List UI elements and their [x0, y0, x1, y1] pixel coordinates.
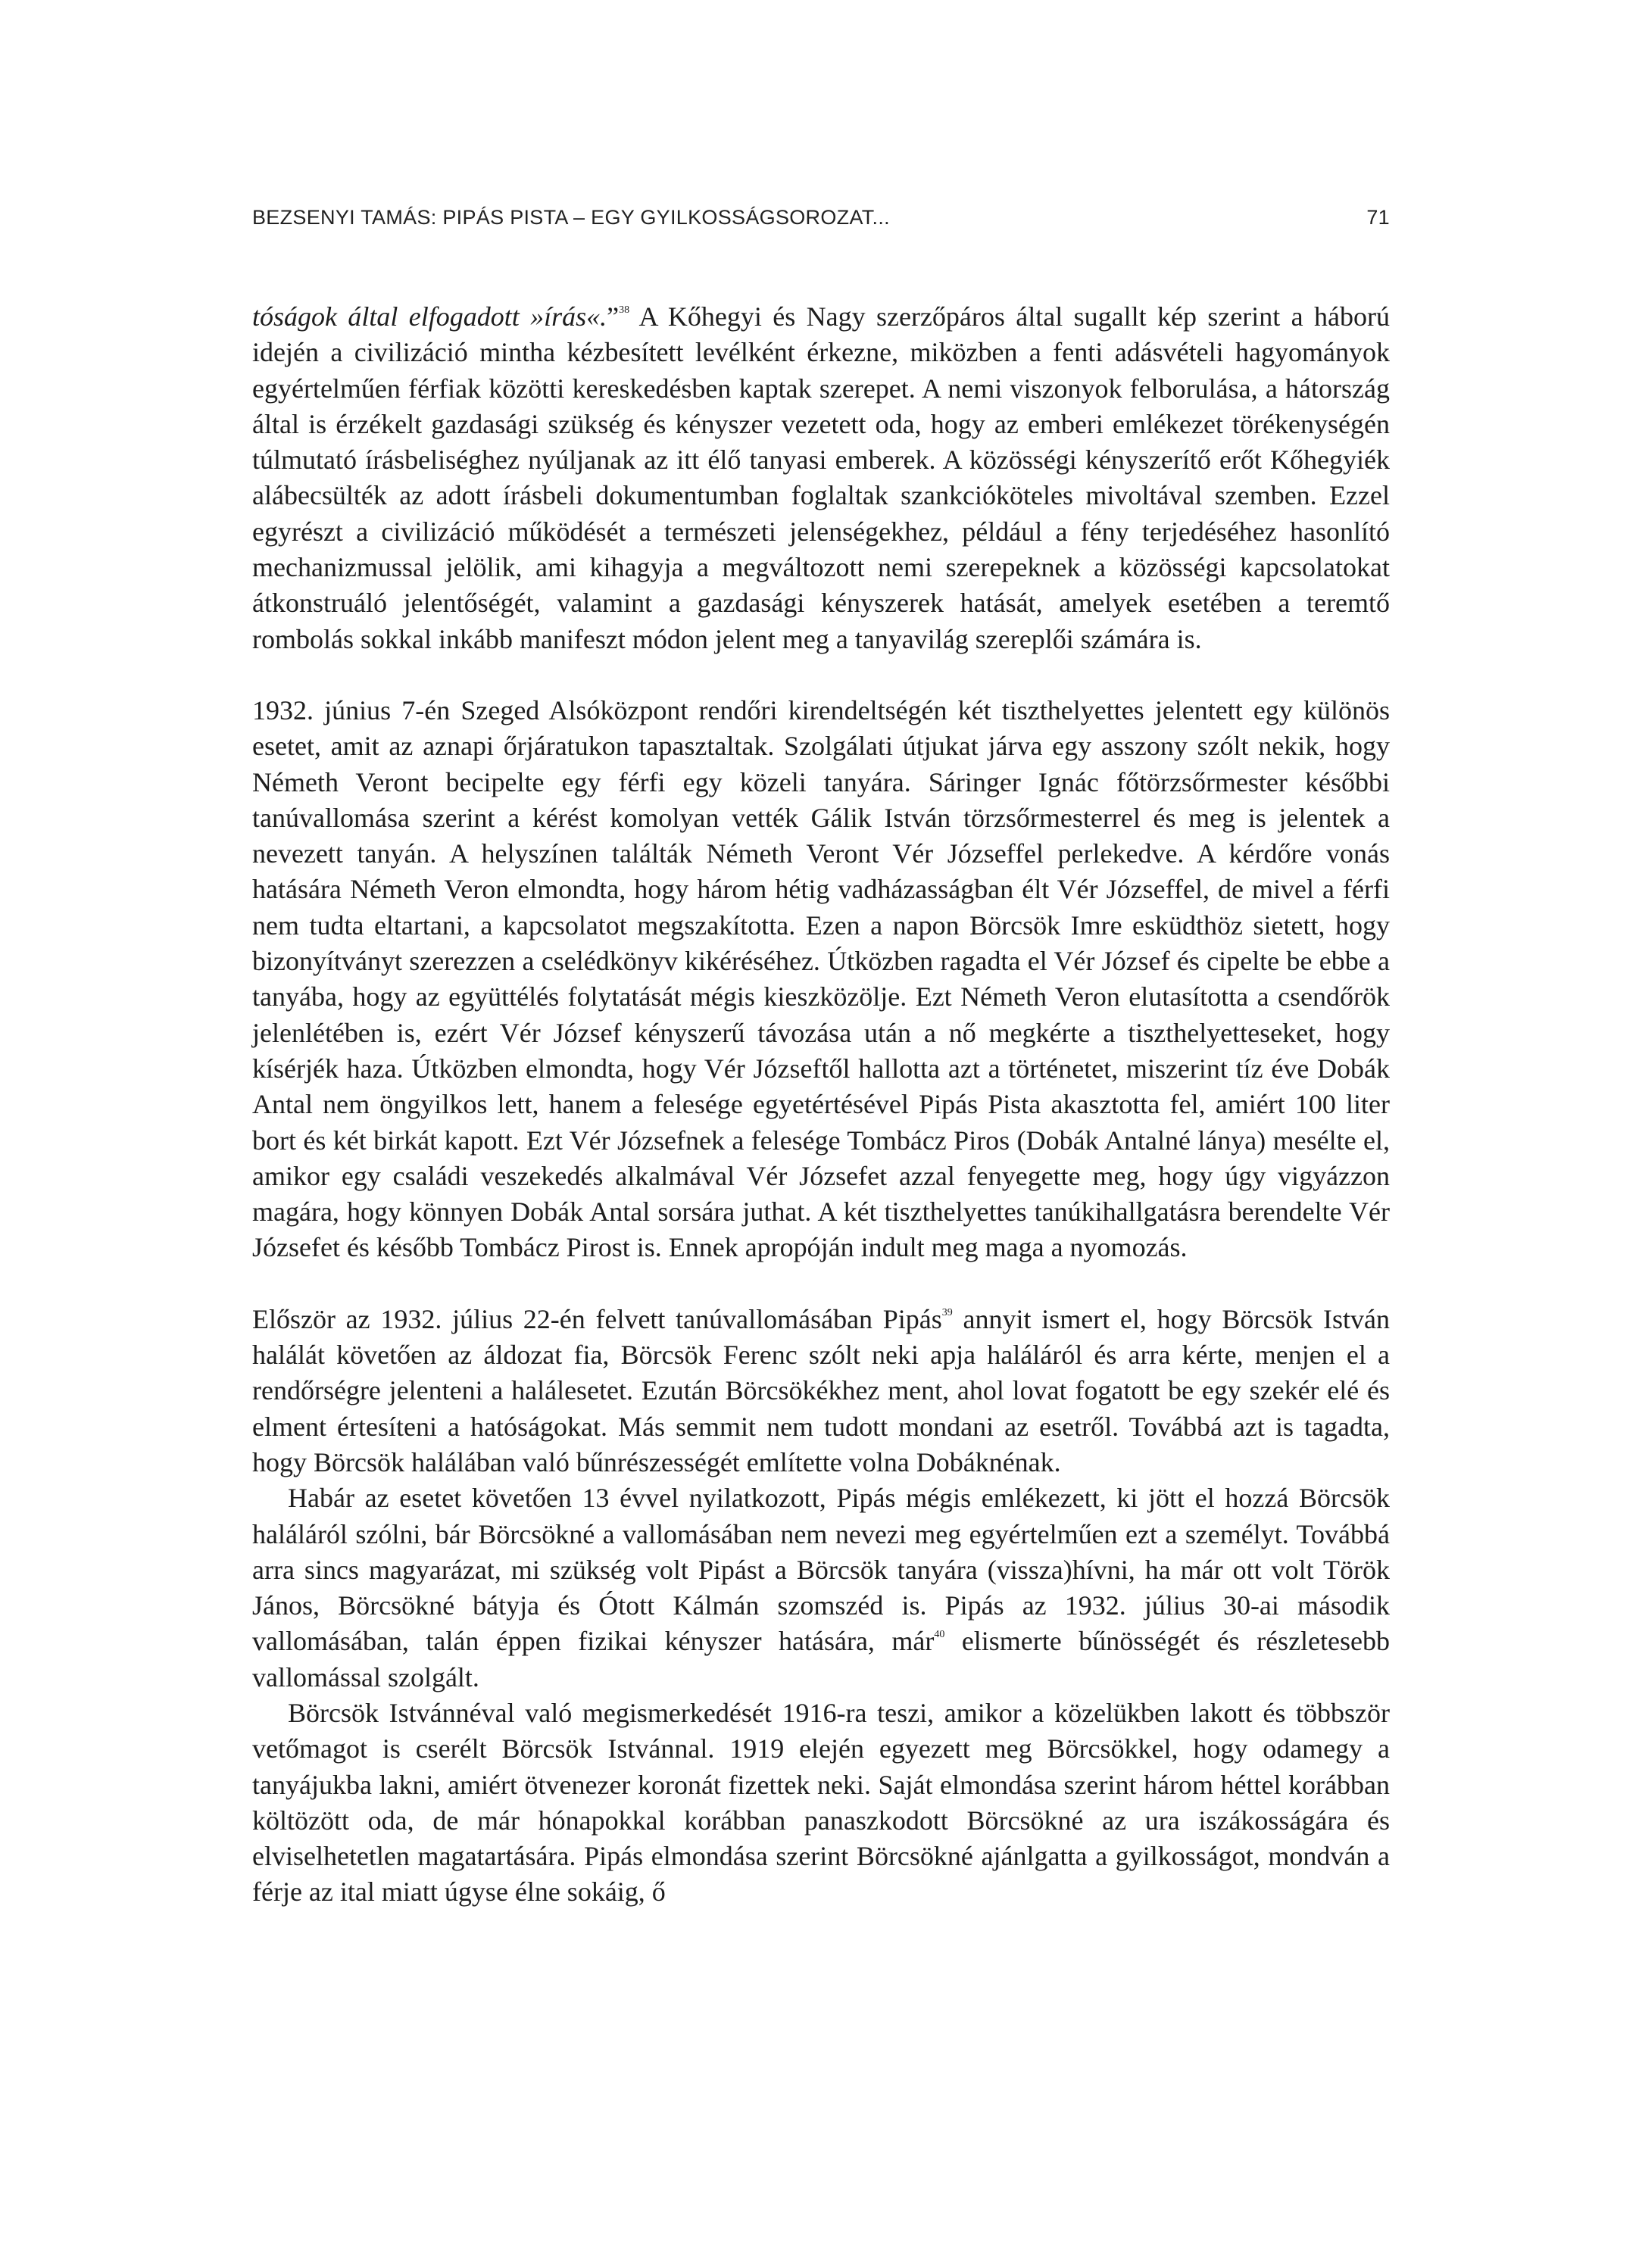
quote-italic: tóságok által elfogadott »írás«. [252, 301, 607, 332]
paragraph-1 [252, 299, 1390, 657]
paragraph-3-text-b: annyit ismert el, hogy Börcsök István halálát követően az áldozat fia, Börcsök Ferenc szólt neki apja haláláról és arra kérte, menjen el a rendőrségre jelenteni a halálesetet. Ezután Börcsökékhez ment, ahol lovat fogatott be egy szekér elé és elment értesíteni a hatóságokat. Más semmit nem tudott mondani az esetről. Továbbá azt is tagadta, hogy Börcsök halálában való bűnrészességét említette volna Dobáknénak. [252, 1303, 1390, 1477]
paragraph-1-text: A Kőhegyi és Nagy szerzőpáros által sugallt kép szerint a háború idején a civilizáció mintha kézbesített levélként érkezne, miközben a fenti adásvételi hagyományok egyértelműen férfiak közötti kereskedésben kaptak szerepet. A nemi viszonyok felborulása, a hátország által is érzékelt gazdasági szükség és kényszer vezetett oda, hogy az emberi emlékezet törékenységén túlmutató írásbeliséghez nyúljanak az itt élő tanyasi emberek. A közösségi kényszerítő erőt Kőhegyiék alábecsülték az adott írásbeli dokumentumban foglaltak szankcióköteles mivoltával szemben. Ezzel egyrészt a civilizáció működését a természeti jelenségekhez, például a fény terjedéséhez hasonlító mechanizmussal jelölik, ami kihagyja a megváltozott nemi szerepeknek a közösségi kapcsolatokat átkonstruáló jelentőségét, valamint a gazdasági kényszerek hatását, amelyek esetében a teremtő rombolás sokkal inkább manifeszt módon jelent meg a tanyavilág szereplői számára is. [252, 301, 1390, 654]
page-number: 71 [1366, 206, 1390, 229]
paragraph-5: Börcsök Istvánnéval való megismerkedését 1916-ra teszi, amikor a közelükben lakott és többször vetőmagot is cserélt Börcsök Istvánnal. 1919 elején egyezett meg Börcsökkel, hogy odamegy a tanyájukba lakni, amiért ötvenezer koronát fizettek neki. Saját elmondása szerint három héttel korábban költözött oda, de már hónapokkal korábban panaszkodott Börcsökné az ura iszákosságára és elviselhetetlen magatartására. Pipás elmondása szerint Börcsökné ajánlgatta a gyilkosságot, mondván a férje az ital miatt úgyse élne sokáig, ő [252, 1697, 1390, 1908]
paragraph-4 [252, 1480, 1390, 1696]
running-head [252, 206, 1390, 229]
paragraph-3 [252, 1302, 1390, 1480]
footnote-ref-40: 40 [934, 1629, 945, 1641]
footnote-ref-38: 38 [619, 304, 630, 316]
paragraph-2: 1932. június 7-én Szeged Alsóközpont rendőri kirendeltségén két tiszthelyettes jelentett egy különös esetet, amit az aznapi őrjáratukon tapasztaltak. Szolgálati útjukat járva egy asszony szólt nekik, hogy Németh Veront becipelte egy férfi egy közeli tanyára. Sáringer Ignác főtörzsőrmester későbbi tanúvallomása szerint a kérést komolyan vették Gálik István törzsőrmesterrel és meg is jelentek a nevezett tanyán. A helyszínen találták Németh Veront Vér Józseffel perlekedve. A kérdőre vonás hatására Németh Veron elmondta, hogy három hétig vadházasságban élt Vér Józseffel, de mivel a férfi nem tudta eltartani, a kapcsolatot megszakította. Ezen a napon Börcsök Imre esküdthöz sietett, hogy bizonyítványt szerezzen a cselédkönyv kikéréséhez. Útközben ragadta el Vér József és cipelte be ebbe a tanyába, hogy az együttélés folytatását mégis kieszközölje. Ezt Németh Veron elutasította a csendőrök jelenlétében is, ezért Vér József kényszerű távozása után a nő megkérte a tiszthelyetteseket, hogy kísérjék haza. Útközben elmondta, hogy Vér Józseftől hallotta azt a történetet, miszerint tíz éve Dobák Antal nem öngyilkos lett, hanem a felesége egyetértésével Pipás Pista akasztotta fel, amiért 100 liter bort és két birkát kapott. Ezt Vér Józsefnek a felesége Tombácz Piros (Dobák Antalné lánya) mesélte el, amikor egy családi veszekedés alkalmával Vér Józsefet azzal fenyegette meg, hogy úgy vigyázzon magára, hogy könnyen Dobák Antal sorsára juthat. A két tiszthelyettes tanúkihallgatásra berendelte Vér Józsefet és később Tombácz Pirost is. Ennek apropóján indult meg maga a nyomozás. [252, 694, 1390, 1263]
quote-close: ” [607, 301, 620, 332]
paragraph-3-text-a: Először az 1932. július 22-én felvett tanúvallomásában Pipás [252, 1303, 942, 1334]
footnote-ref-39: 39 [941, 1306, 953, 1318]
body-text [252, 299, 1390, 1911]
paragraph-4-text-a: Habár az esetet követően 13 évvel nyilatkozott, Pipás mégis emlékezett, ki jött el hozzá Börcsök haláláról szólni, bár Börcsökné a vallomásában nem nevezi meg egyértelműen ezt a személyt. Továbbá arra sincs magyarázat, mi szükség volt Pipást a Börcsök tanyára (vissza)hívni, ha már ott volt Török János, Börcsökné bátyja és Ótott Kálmán szomszéd is. Pipás az 1932. július 30-ai második vallomásában, talán éppen fizikai kényszer hatására, már [252, 1483, 1390, 1657]
running-title: BEZSENYI TAMÁS: PIPÁS PISTA – EGY GYILKOSSÁGSOROZAT... [252, 206, 890, 229]
paragraph-4-text-b: elismerte bűnösségét és részletesebb vallomással szolgált. [252, 1626, 1390, 1692]
